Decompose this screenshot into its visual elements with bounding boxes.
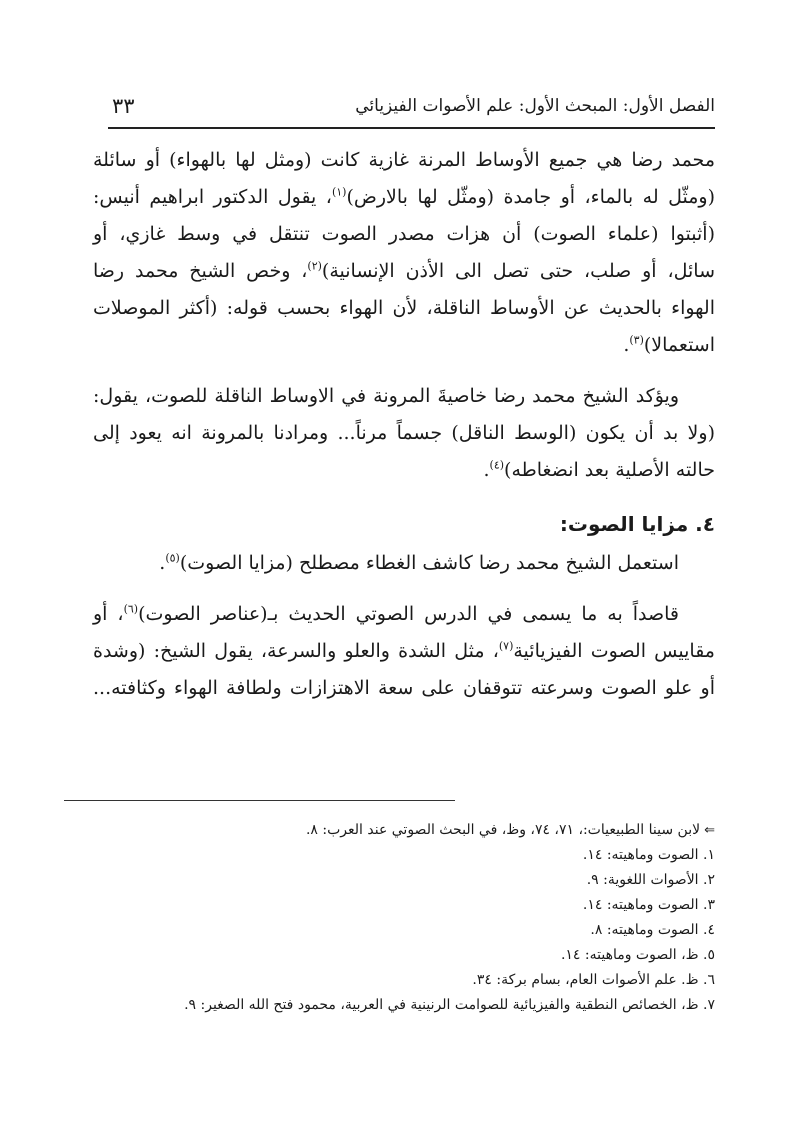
page-number: ٣٣ <box>112 94 135 118</box>
text-line: ويؤكد الشيخ محمد رضا خاصيةَ المرونة في الاوساط الناقلة للصوت، يقول: <box>93 385 679 407</box>
text-line: (أثبتوا (علماء الصوت) أن هزات مصدر الصوت تنتقل في وسط غازي، أو <box>93 223 715 245</box>
text-line: سائل، أو صلب، حتى تصل الى الأذن الإنسانية)$^{(٢)}$، وخص الشيخ محمد رضا <box>93 259 715 282</box>
paragraph-gap <box>93 364 715 378</box>
footnote-ref: (٥) <box>165 551 180 565</box>
footnote: ٤. الصوت وماهيته: ٨. <box>590 922 715 938</box>
section-heading: ٤. مزايا الصوت: <box>559 512 715 536</box>
footnote: ١. الصوت وماهيته: ١٤. <box>582 847 715 863</box>
header-divider <box>108 127 715 129</box>
text-line: استعمل الشيخ محمد رضا كاشف الغطاء مصطلح (مزايا الصوت)$^{(٥)}$. <box>159 551 679 574</box>
footnote-ref: (٢) <box>307 259 322 273</box>
footnote-ref: (١) <box>331 185 347 199</box>
footnote: ٧. ظ، الخصائص النطقية والفيزيائية للصوامت الرنينية في العربية، محمود فتح الله الصغير: ٩. <box>184 997 715 1013</box>
footnote: ٥. ظ، الصوت وماهيته: ١٤. <box>560 947 715 963</box>
running-header <box>108 94 715 124</box>
text-line: (ولا بد أن يكون (الوسط الناقل) جسماً مرناً... ومرادنا بالمرونة انه يعود إلى <box>93 422 715 444</box>
main-text <box>93 142 715 707</box>
footnote-ref: (٦) <box>123 602 139 616</box>
continuation-arrow-icon: ⇐ <box>704 823 715 838</box>
footnote-ref: (٧) <box>498 639 514 653</box>
chapter-title: الفصل الأول: المبحث الأول: علم الأصوات الفيزيائي <box>355 96 715 116</box>
footnotes <box>85 818 715 1018</box>
text-line: استعمالا)$^{(٣)}$. <box>623 333 715 356</box>
footnote: ٦. ظ. علم الأصوات العام، بسام بركة: ٣٤. <box>472 972 715 988</box>
footnote-continuation: ⇐لابن سينا الطبيعيات:، ٧١، ٧٤، وظ، في البحث الصوتي عند العرب: ٨. <box>305 822 715 838</box>
paragraph-gap <box>93 489 715 503</box>
text-line: الهواء بالحديث عن الأوساط الناقلة، لأن الهواء بحسب قوله: (أكثر الموصلات <box>93 297 715 319</box>
text-line: محمد رضا هي جميع الأوساط المرنة غازية كانت (ومثل لها بالهواء) أو سائلة <box>93 149 715 171</box>
footnote-ref: (٣) <box>629 333 644 347</box>
footnote: ٢. الأصوات اللغوية: ٩. <box>586 872 715 888</box>
paragraph-gap <box>93 582 715 596</box>
footnote-ref: (٤) <box>489 458 505 472</box>
text-line: (ومثّل له بالماء، أو جامدة (ومثّل لها بالارض)$^{(١)}$، يقول الدكتور ابراهيم أنيس: <box>93 185 715 208</box>
footnote: ٣. الصوت وماهيته: ١٤. <box>582 897 715 913</box>
text-line: مقاييس الصوت الفيزيائية$^{(٧)}$، مثل الشدة والعلو والسرعة، يقول الشيخ: (وشدة <box>93 639 715 662</box>
text-line: أو علو الصوت وسرعته تتوقفان على سعة الاهتزازات ولطافة الهواء وكثافته... <box>93 677 715 699</box>
text-line: حالته الأصلية بعد انضغاطه)$^{(٤)}$. <box>483 458 715 481</box>
footnote-divider <box>64 800 455 801</box>
text-line: قاصداً به ما يسمى في الدرس الصوتي الحديث بـ(عناصر الصوت)$^{(٦)}$، أو <box>93 602 679 625</box>
